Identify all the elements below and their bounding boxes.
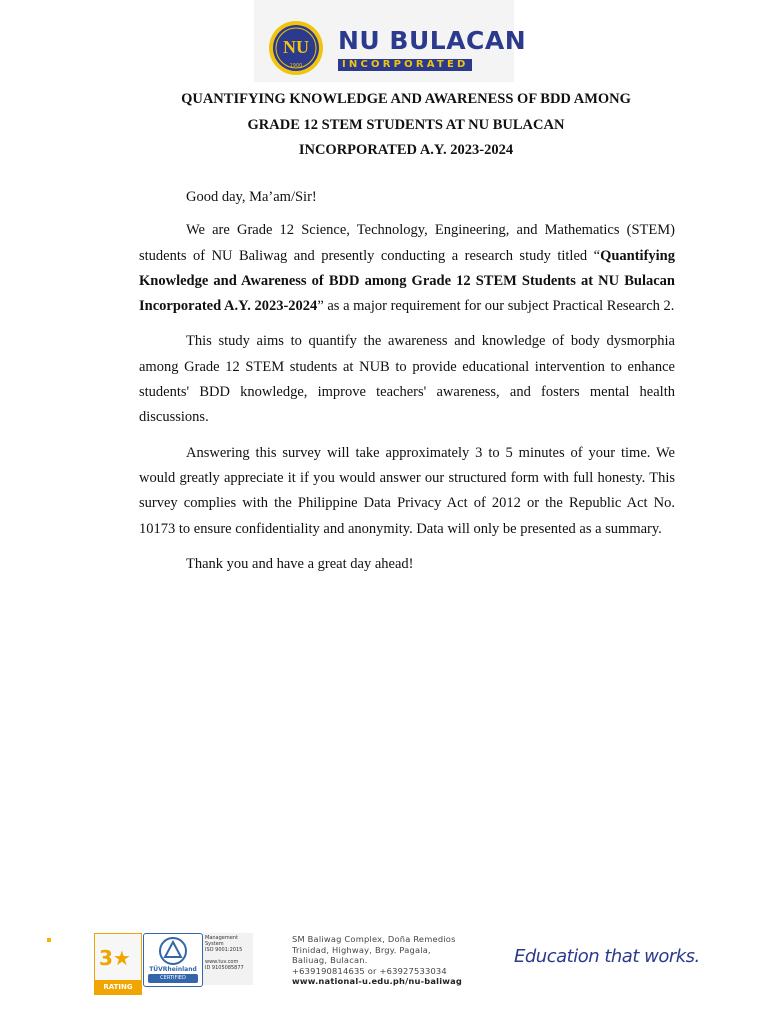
study-title-bold: Quantifying Knowledge and Awareness of BDD among Grade 12 STEM Students at NU Bulacan Incorporated A.Y. 2023-2024 [139, 247, 675, 315]
logo-main-text: NU BULACAN [338, 26, 527, 55]
footer-dot [47, 938, 51, 942]
address-line: Baliuag, Bulacan. [292, 955, 368, 965]
greeting: Good day, Ma’am/Sir! [186, 189, 317, 205]
address-line: +639190814635 or +63927533034 [292, 965, 447, 976]
title-line-1: QUANTIFYING KNOWLEDGE AND AWARENESS OF BDD AMONG [181, 91, 631, 107]
triangle-icon [144, 934, 202, 966]
rating-label: RATING [95, 980, 141, 994]
letter-body [139, 185, 675, 587]
intro-text-start: We are Grade 12 Science, Technology, Engineering, and Mathematics (STEM) students of NU Baliwag and presently conducting a research study titled “ [139, 222, 675, 264]
rating-badge [94, 933, 142, 995]
certification-details [203, 933, 253, 985]
closing: Thank you and have a great day ahead! [186, 555, 414, 572]
paragraph-aim: This study aims to quantify the awareness and knowledge of body dysmorphia among Grade 12 STEM students at NUB to provide educational intervention to enhance students' BDD knowledge, improve teachers' awareness, and fosters mental health discussions. [139, 333, 675, 426]
paragraph-intro [139, 218, 675, 319]
cert-line: www.tuv.com [205, 959, 239, 965]
paragraph-survey: Answering this survey will take approximately 3 to 5 minutes of your time. We would greatly appreciate it if you would answer our structured form with full honesty. This survey complies with the Philippine Data Privacy Act of 2012 or the Republic Act No. 10173 to ensure confidentiality and anonymity. Data will only be presented as a summary. [139, 444, 675, 537]
tuv-certified-label: CERTIFIED [148, 974, 198, 983]
seal-year: 1900 [289, 63, 303, 69]
cert-line: Management [205, 935, 238, 941]
address-line: SM Baliwag Complex, Doña Remedios [292, 934, 456, 944]
rating-number: 3★ [99, 946, 131, 970]
title-line-2: GRADE 12 STEM STUDENTS AT NU BULACAN [247, 116, 565, 133]
logo-wordmark [338, 28, 526, 72]
campus-address [292, 934, 512, 987]
cert-line: System [205, 941, 224, 947]
logo-sub-text: INCORPORATED [338, 59, 472, 71]
cert-line: ISO 9001:2015 [205, 947, 243, 953]
seal-letters: NU [283, 37, 309, 57]
tuv-certified-badge [143, 933, 203, 987]
address-line: Trinidad, Highway, Brgy. Pagala, [292, 944, 431, 955]
cert-line: ID 9105085877 [205, 965, 244, 971]
tuv-brand: TÜVRheinland [149, 966, 197, 973]
document-title [100, 87, 712, 164]
intro-text-end: ” as a major requirement for our subject Practical Research 2. [317, 298, 675, 315]
website-link[interactable]: www.national-u.edu.ph/nu-baliwag [292, 976, 463, 986]
title-line-3: INCORPORATED A.Y. 2023-2024 [298, 142, 514, 158]
tagline: Education that works. [514, 946, 700, 967]
nu-seal-logo [268, 20, 324, 76]
